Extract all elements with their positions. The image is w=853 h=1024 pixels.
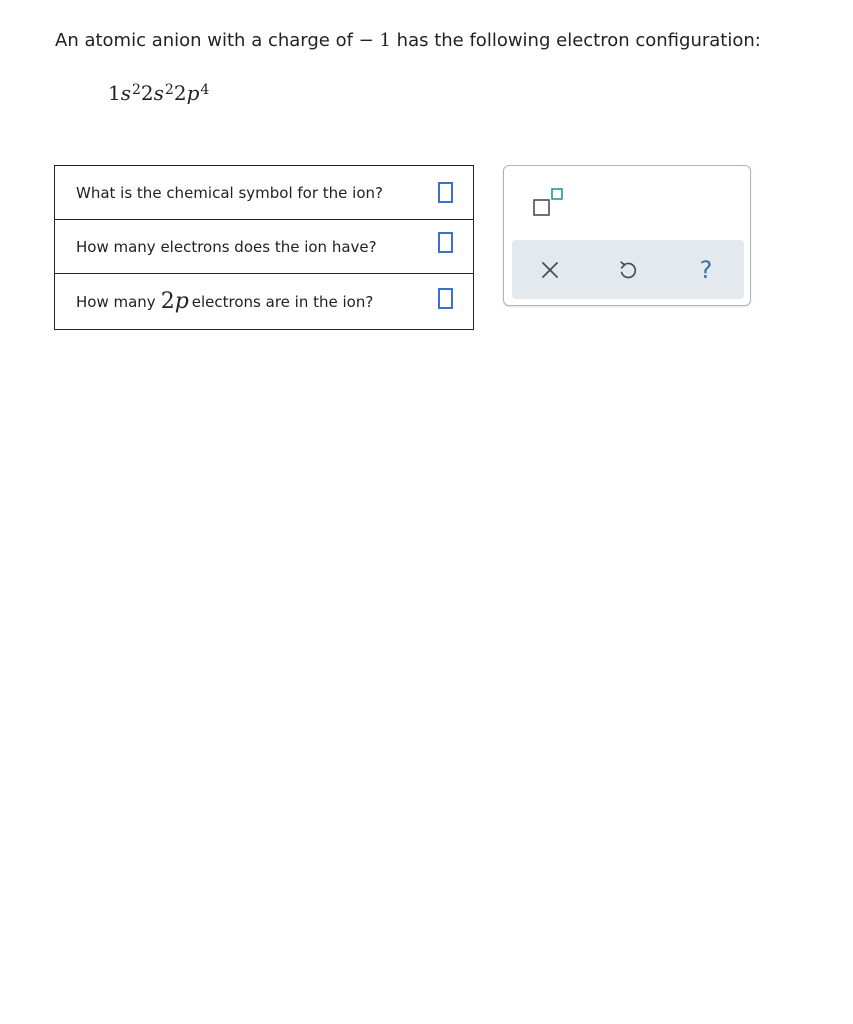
undo-button[interactable] — [612, 254, 644, 286]
config-term: $2p^4$ — [173, 81, 210, 105]
undo-icon — [617, 259, 639, 281]
close-icon — [540, 260, 560, 280]
electron-count-input[interactable] — [438, 232, 453, 253]
prompt-before: An atomic anion with a charge of — [55, 30, 353, 51]
electron-configuration — [108, 78, 209, 111]
orbital-label: 2p — [160, 289, 189, 314]
question-text-before: How many — [76, 292, 156, 311]
question-row — [55, 274, 473, 329]
config-term: $2s^2$ — [140, 81, 174, 105]
chemical-symbol-input[interactable] — [438, 182, 453, 203]
question-text — [76, 274, 373, 329]
prompt-charge: − 1 — [358, 30, 391, 51]
question-text: What is the chemical symbol for the ion? — [76, 183, 383, 202]
superscript-box-icon — [532, 188, 580, 218]
help-button[interactable]: ? — [699, 256, 713, 284]
question-text: How many electrons does the ion have? — [76, 237, 377, 256]
question-row — [55, 220, 473, 274]
question-table — [54, 165, 474, 330]
action-toolbar — [512, 240, 744, 299]
clear-button[interactable] — [534, 254, 566, 286]
prompt-after: has the following electron configuration: — [396, 30, 761, 51]
2p-electron-count-input[interactable] — [438, 288, 453, 309]
superscript-button[interactable] — [532, 188, 580, 218]
question-text-after: electrons are in the ion? — [191, 292, 374, 311]
question-row — [55, 166, 473, 220]
question-prompt — [55, 28, 761, 54]
config-term: $1s^2$ — [108, 81, 141, 105]
answer-tools-panel — [503, 165, 751, 306]
